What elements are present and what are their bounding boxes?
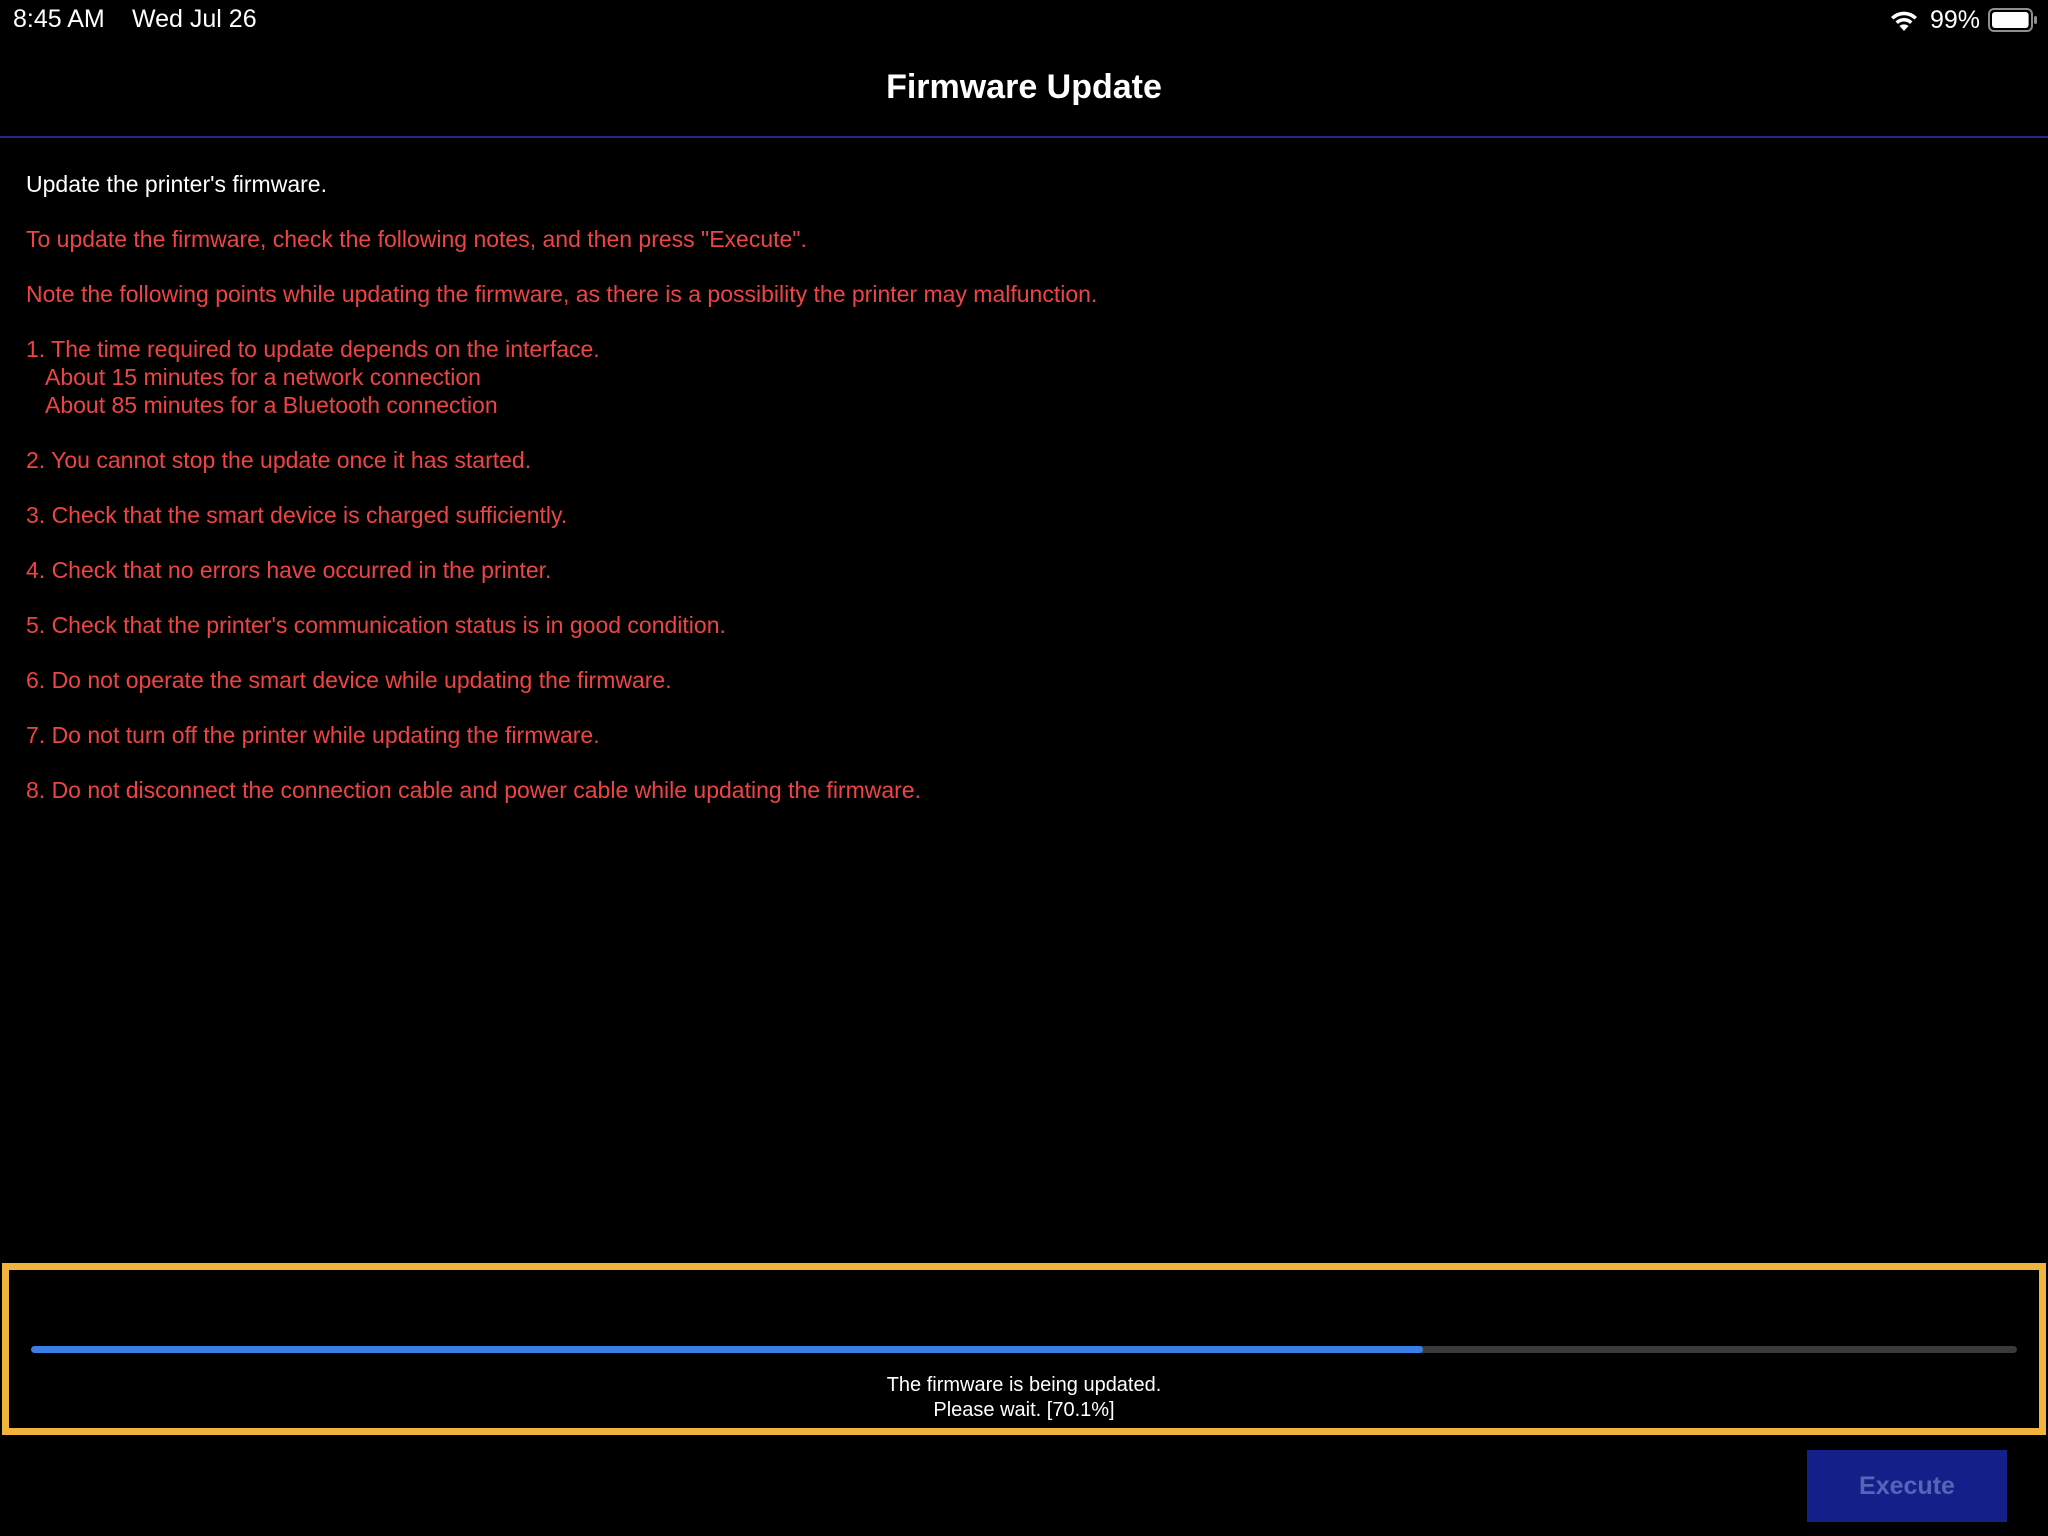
intro-text: Update the printer's firmware.	[26, 171, 327, 197]
page-title: Firmware Update	[886, 68, 1162, 106]
note-item-3: 3. Check that the smart device is charged sufficiently.	[26, 502, 568, 528]
status-bar	[0, 0, 2048, 40]
progress-wait-text: Please wait. [70.1%]	[933, 1399, 1115, 1421]
battery-icon	[1988, 8, 2038, 32]
note-sub-item: About 15 minutes for a network connection	[45, 364, 481, 390]
note-item-1	[26, 335, 2016, 419]
note-item-6: 6. Do not operate the smart device while updating the firmware.	[26, 667, 672, 693]
note-item-7: 7. Do not turn off the printer while updating the firmware.	[26, 722, 600, 748]
firmware-notes	[26, 170, 2016, 831]
wifi-icon	[1888, 7, 1920, 33]
note-item-5: 5. Check that the printer's communication status is in good condition.	[26, 612, 726, 638]
battery-percentage: 99%	[1929, 5, 1980, 34]
navigation-header	[0, 40, 2048, 138]
note-sub-item: About 85 minutes for a Bluetooth connection	[45, 392, 498, 418]
instruction-text: To update the firmware, check the following notes, and then press "Execute".	[26, 226, 807, 252]
note-item-2: 2. You cannot stop the update once it has started.	[26, 447, 532, 473]
status-date: Wed Jul 26	[132, 5, 257, 33]
progress-bar	[31, 1346, 2017, 1353]
progress-panel	[2, 1263, 2046, 1435]
note-item-8: 8. Do not disconnect the connection cable and power cable while updating the firmware.	[26, 777, 921, 803]
warning-note: Note the following points while updating the firmware, as there is a possibility the printer may malfunction.	[26, 281, 1098, 307]
status-time: 8:45 AM	[13, 5, 105, 33]
note-item-text: 1. The time required to update depends on the interface.	[26, 336, 600, 362]
progress-bar-fill	[31, 1346, 1423, 1353]
status-indicators	[1888, 5, 2038, 35]
note-item-4: 4. Check that no errors have occurred in the printer.	[26, 557, 552, 583]
progress-message	[9, 1373, 2039, 1423]
progress-status-text: The firmware is being updated.	[886, 1374, 1162, 1396]
execute-button[interactable]: Execute	[1807, 1450, 2007, 1522]
